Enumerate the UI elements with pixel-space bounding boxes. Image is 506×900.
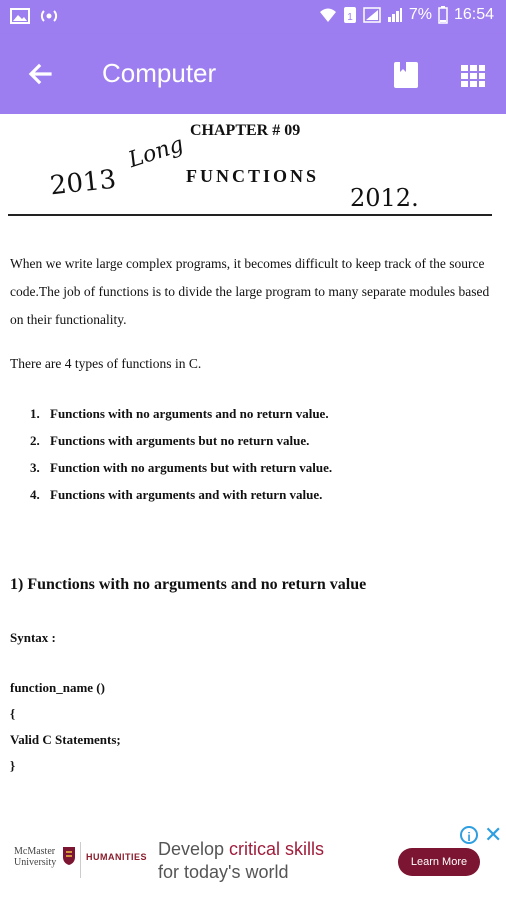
list-item: 3. Function with no arguments but with return value. [30, 460, 333, 475]
clock: 16:54 [453, 6, 494, 23]
handwritten-year-left: 2013 [48, 164, 118, 202]
hotspot-icon [38, 7, 60, 25]
document-page[interactable] [0, 114, 506, 820]
grid-icon[interactable] [460, 64, 486, 88]
image-icon [10, 7, 30, 25]
app-bar [0, 34, 506, 114]
app-title: Computer [102, 58, 217, 88]
ad-department: HUMANITIES [86, 852, 147, 862]
crest-icon [62, 846, 76, 866]
battery-percent: 7% [408, 6, 432, 23]
battery-icon [438, 6, 448, 24]
list-item: 2. Functions with arguments but no return value. [30, 433, 310, 448]
wifi-icon [319, 7, 337, 23]
divider-line [8, 214, 492, 216]
status-bar [0, 0, 506, 34]
code-line: } [10, 758, 16, 773]
ad-info-icon[interactable]: i [460, 826, 478, 844]
sim-icon [343, 6, 357, 24]
handwritten-word: Long [125, 131, 187, 174]
types-list [30, 400, 332, 508]
svg-text:1: 1 [347, 12, 353, 23]
ad-separator [80, 842, 81, 878]
signal-bars-icon [387, 7, 403, 23]
intro-line: When we write large complex programs, it becomes difficult to keep track of the source [10, 256, 485, 271]
ad-logo: McMaster University [14, 846, 57, 868]
back-arrow-icon[interactable] [24, 58, 56, 90]
list-item: 1. Functions with no arguments and no return value. [30, 406, 329, 421]
ad-banner[interactable] [0, 820, 506, 900]
code-line: function_name () [10, 680, 105, 695]
handwritten-year-right: 2012. [350, 184, 419, 212]
types-intro: There are 4 types of functions in C. [10, 356, 202, 371]
intro-line: on their functionality. [10, 312, 127, 327]
ad-close-icon[interactable]: ✕ [484, 822, 503, 847]
syntax-label: Syntax : [10, 630, 56, 645]
learn-more-button[interactable]: Learn More [398, 848, 480, 876]
code-line: Valid C Statements; [10, 732, 121, 747]
intro-paragraph [10, 250, 498, 334]
signal-icon [363, 7, 381, 23]
section-title: 1) Functions with no arguments and no return value [10, 576, 367, 593]
intro-line: code.The job of functions is to divide the large program to many separate modules based [10, 284, 490, 299]
bookmark-icon[interactable] [392, 60, 420, 90]
code-line: { [10, 706, 16, 721]
list-item: 4. Functions with arguments and with return value. [30, 487, 323, 502]
chapter-title: CHAPTER # 09 [190, 122, 301, 139]
ad-headline: Develop critical skills for today's world [158, 839, 325, 882]
chapter-heading: FUNCTIONS [186, 166, 320, 186]
